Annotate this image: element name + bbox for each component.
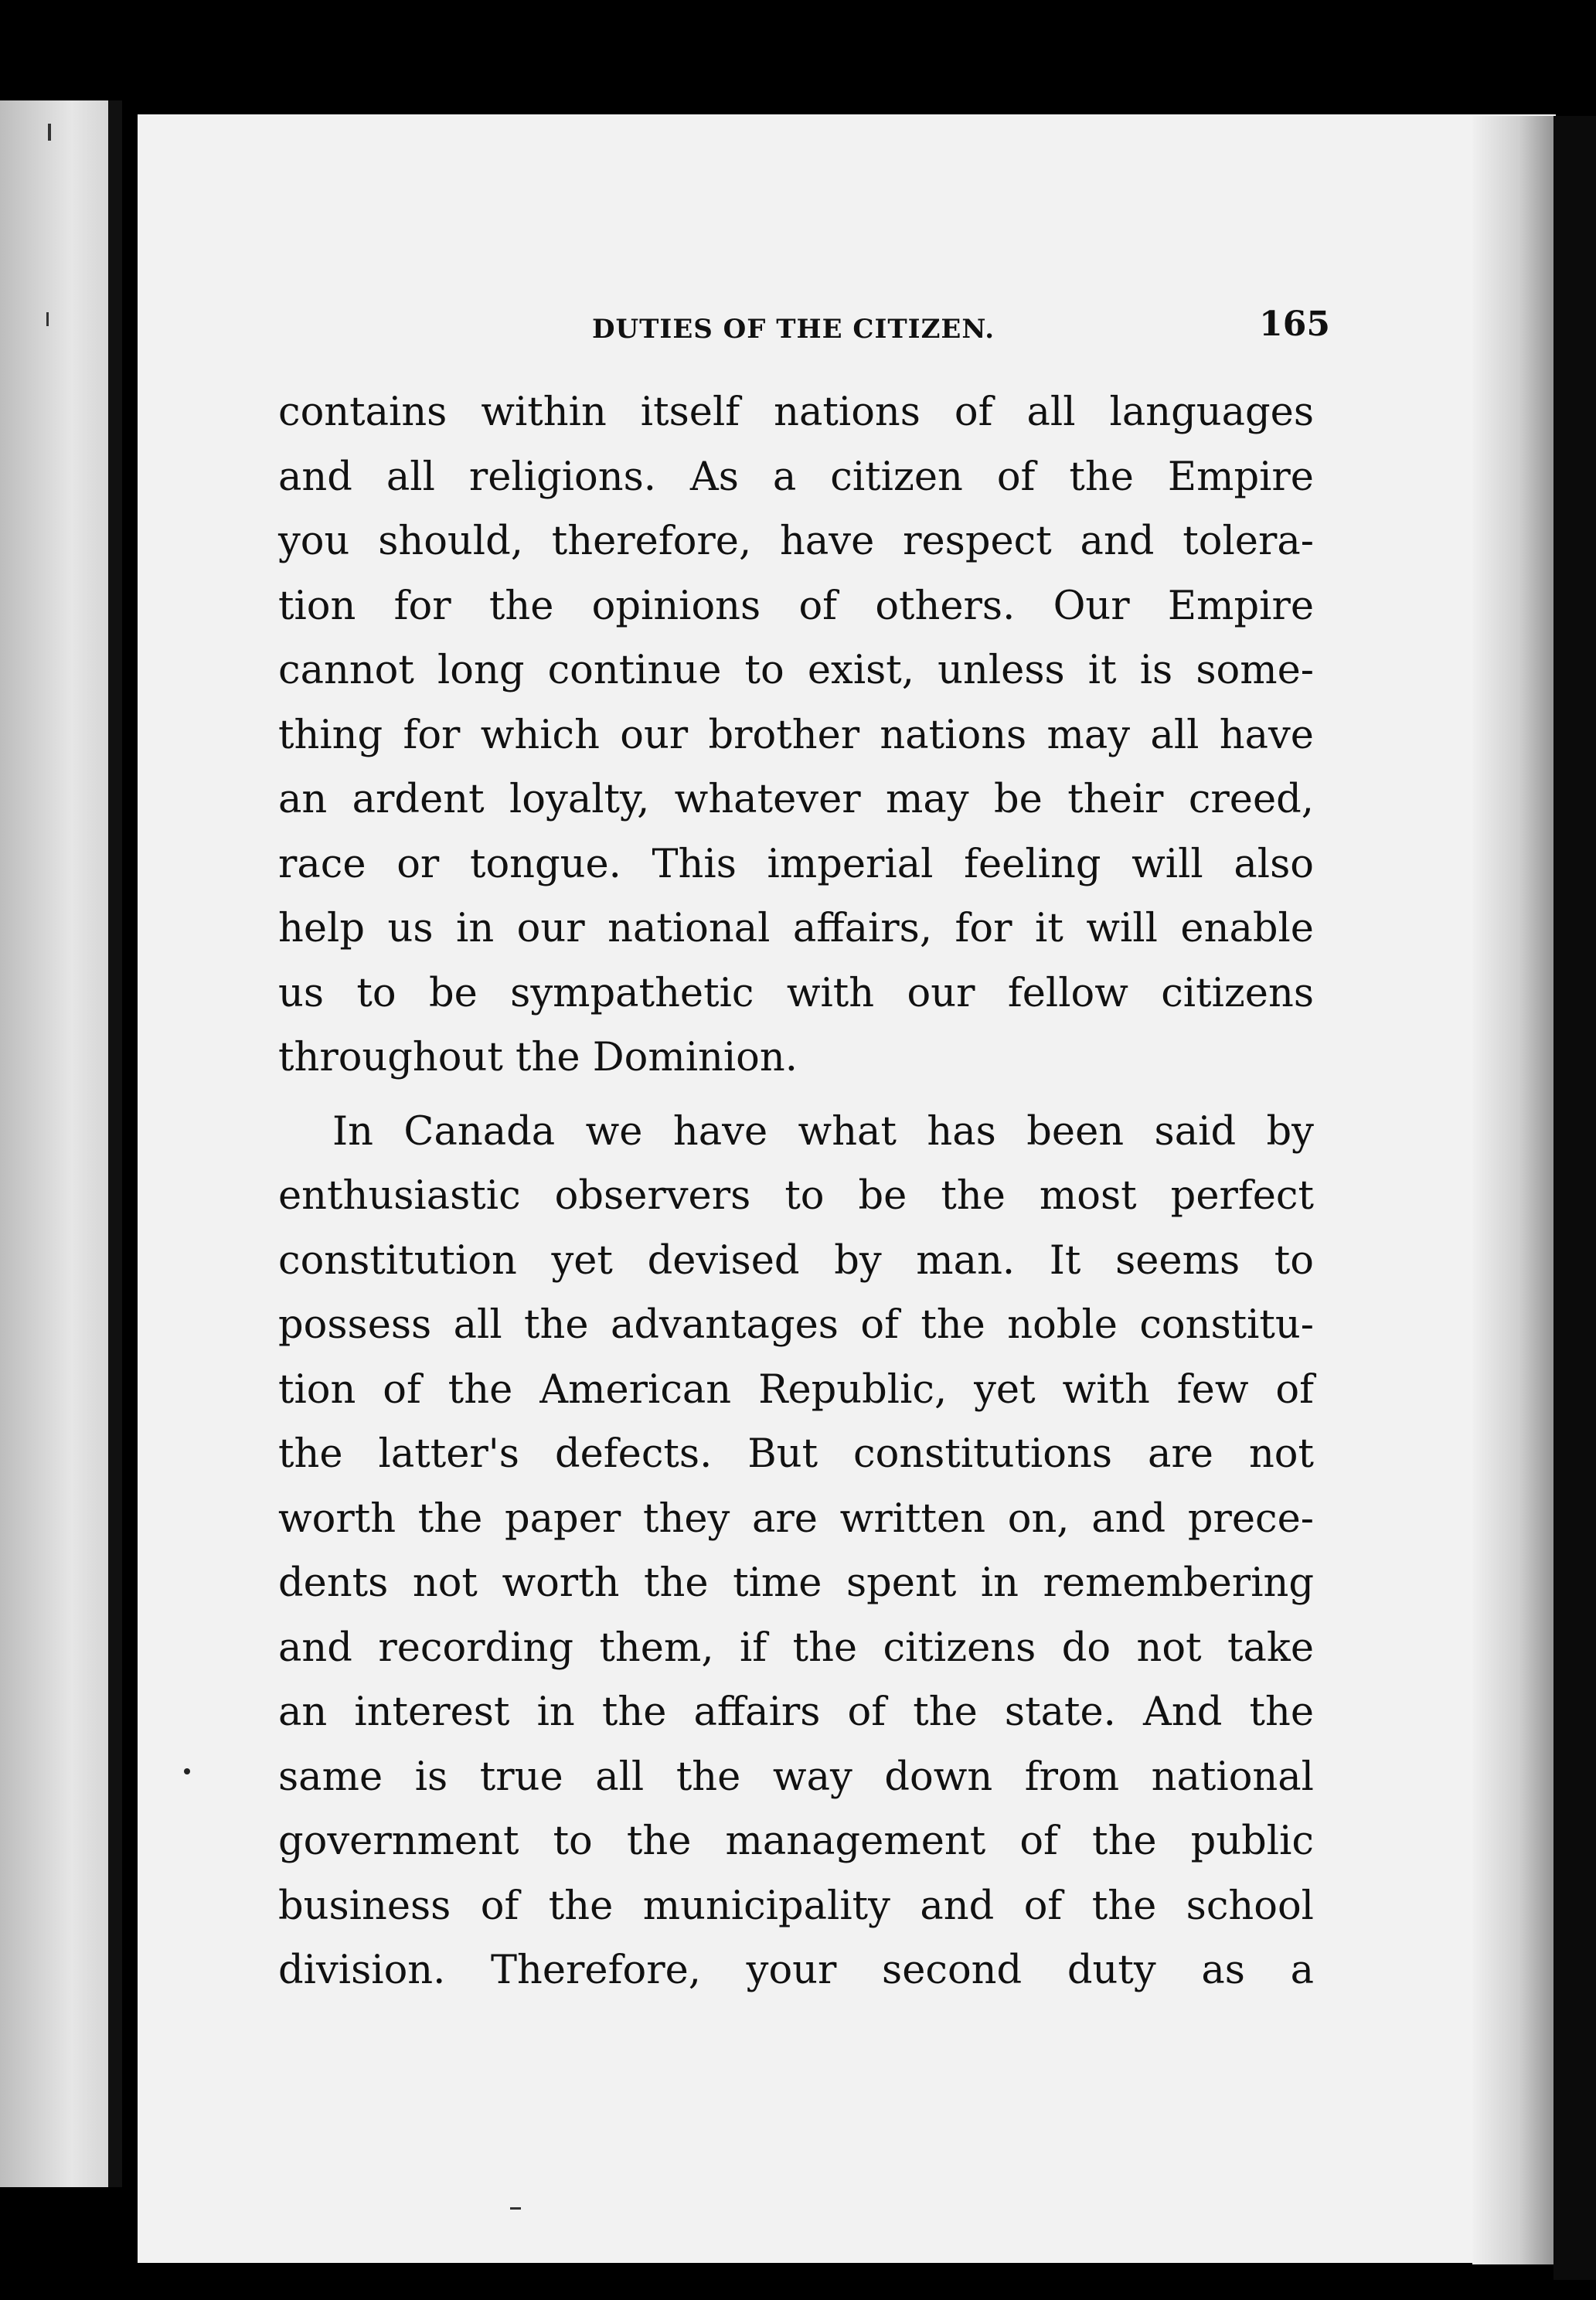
text-line: cannot long continue to exist, unless it is some-	[278, 648, 1314, 693]
text-line: throughout the Dominion.	[278, 1035, 798, 1080]
text-line: and all religions. As a citizen of the Empire	[278, 454, 1314, 500]
facing-page-edge	[0, 100, 120, 2187]
text-line: division. Therefore, your second duty as a	[278, 1948, 1314, 1993]
text-line: In Canada we have what has been said by	[332, 1108, 1314, 1155]
text-line: an ardent loyalty, whatever may be their creed,	[278, 777, 1314, 822]
running-head: DUTIES OF THE CITIZEN.	[592, 314, 995, 345]
page-header	[592, 300, 1330, 354]
text-line: government to the management of the public	[278, 1819, 1314, 1864]
text-line: contains within itself nations of all languages	[278, 390, 1314, 435]
speck-mark	[48, 124, 51, 141]
margin-dot	[184, 1768, 190, 1774]
text-line: the latter's defects. But constitutions are not	[278, 1431, 1314, 1477]
text-line: help us in our national affairs, for it will enable	[278, 906, 1314, 951]
text-line: tion for the opinions of others. Our Empire	[278, 583, 1314, 629]
paragraph	[278, 1100, 1314, 2003]
binding-gutter	[108, 100, 122, 2187]
text-line: constitution yet devised by man. It seems to	[278, 1237, 1314, 1284]
speck-mark	[46, 312, 49, 326]
text-line: dents not worth the time spent in remembering	[278, 1560, 1314, 1606]
text-line: tion of the American Republic, yet with few of	[278, 1366, 1314, 1413]
page-curl-shadow	[1472, 116, 1557, 2264]
speck-mark	[510, 2207, 521, 2210]
scan-border	[1553, 116, 1596, 2280]
text-line: possess all the advantages of the noble constitu-	[278, 1302, 1314, 1348]
text-line: us to be sympathetic with our fellow citizens	[278, 970, 1314, 1016]
text-line: you should, therefore, have respect and tolera-	[278, 519, 1314, 564]
text-line: an interest in the affairs of the state. And the	[278, 1689, 1314, 1735]
text-line: thing for which our brother nations may all have	[278, 712, 1314, 758]
page-number: 165	[1259, 305, 1330, 344]
paragraph	[278, 380, 1314, 1090]
text-line: same is true all the way down from national	[278, 1754, 1314, 1800]
body-text	[278, 380, 1314, 2003]
text-line: enthusiastic observers to be the most perfect	[278, 1173, 1314, 1219]
text-line: and recording them, if the citizens do not take	[278, 1625, 1314, 1671]
text-line: worth the paper they are written on, and prece-	[278, 1495, 1314, 1542]
text-line: business of the municipality and of the school	[278, 1883, 1314, 1929]
text-line: race or tongue. This imperial feeling will also	[278, 841, 1314, 887]
